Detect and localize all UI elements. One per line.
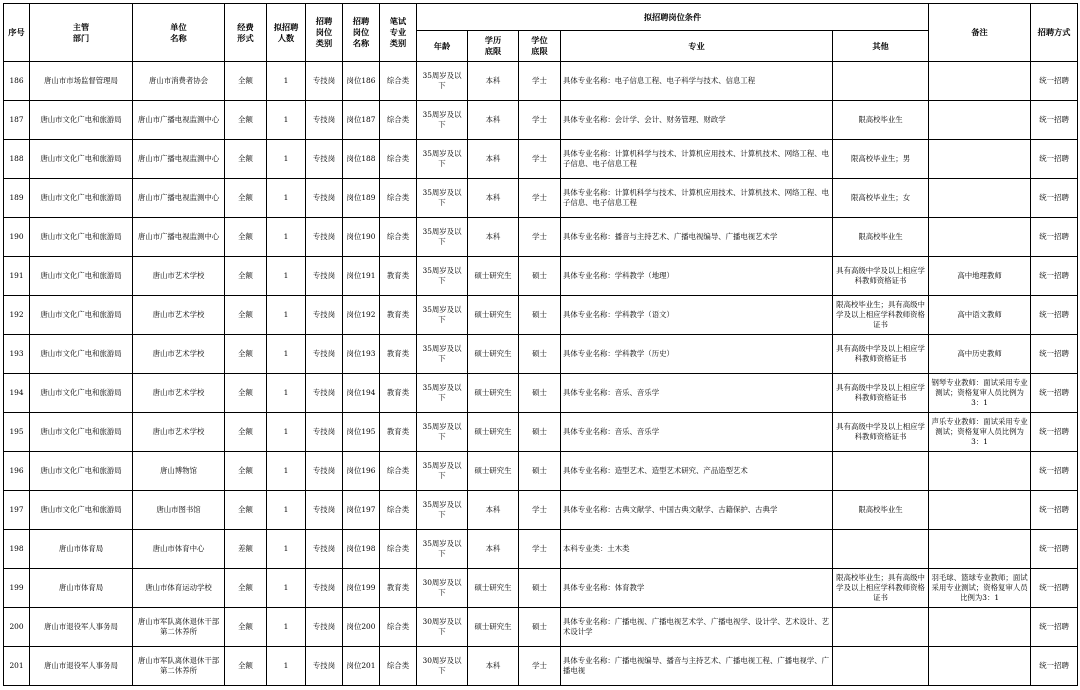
cell-degree: 硕士 [519, 413, 561, 452]
cell-method: 统一招聘 [1031, 101, 1078, 140]
cell-note [929, 647, 1031, 686]
cell-other [833, 452, 929, 491]
cell-degree: 硕士 [519, 608, 561, 647]
cell-unit: 唐山市广播电视监测中心 [133, 218, 225, 257]
cell-seq: 198 [4, 530, 30, 569]
cell-funding: 全额 [225, 257, 267, 296]
cell-edu: 本科 [468, 179, 519, 218]
header-count: 拟招聘 人数 [267, 4, 306, 62]
cell-unit: 唐山市艺术学校 [133, 257, 225, 296]
header-funding: 经费 形式 [225, 4, 267, 62]
cell-post-type: 专技岗 [306, 179, 343, 218]
cell-age: 35周岁及以下 [417, 101, 468, 140]
cell-method: 统一招聘 [1031, 257, 1078, 296]
cell-other: 限高校毕业生 [833, 218, 929, 257]
cell-funding: 全额 [225, 218, 267, 257]
cell-unit: 唐山市体育运动学校 [133, 569, 225, 608]
cell-dept: 唐山市文化广电和旅游局 [30, 218, 133, 257]
cell-other [833, 647, 929, 686]
cell-seq: 193 [4, 335, 30, 374]
cell-exam: 教育类 [380, 257, 417, 296]
cell-other: 具有高级中学及以上相应学科教师资格证书 [833, 335, 929, 374]
cell-post-name: 岗位198 [343, 530, 380, 569]
cell-degree: 学士 [519, 491, 561, 530]
cell-post-type: 专技岗 [306, 374, 343, 413]
cell-post-type: 专技岗 [306, 452, 343, 491]
cell-post-type: 专技岗 [306, 491, 343, 530]
cell-post-name: 岗位193 [343, 335, 380, 374]
cell-degree: 学士 [519, 101, 561, 140]
cell-age: 35周岁及以下 [417, 374, 468, 413]
cell-count: 1 [267, 218, 306, 257]
cell-other: 限高校毕业生 [833, 491, 929, 530]
cell-unit: 唐山市图书馆 [133, 491, 225, 530]
cell-dept: 唐山市文化广电和旅游局 [30, 296, 133, 335]
cell-post-name: 岗位187 [343, 101, 380, 140]
cell-post-name: 岗位186 [343, 62, 380, 101]
cell-exam: 综合类 [380, 647, 417, 686]
cell-age: 35周岁及以下 [417, 218, 468, 257]
table-row [4, 374, 1078, 413]
cell-edu: 硕士研究生 [468, 452, 519, 491]
cell-seq: 194 [4, 374, 30, 413]
cell-age: 35周岁及以下 [417, 452, 468, 491]
cell-post-type: 专技岗 [306, 608, 343, 647]
cell-funding: 全额 [225, 569, 267, 608]
cell-post-name: 岗位189 [343, 179, 380, 218]
cell-exam: 综合类 [380, 62, 417, 101]
header-unit: 单位 名称 [133, 4, 225, 62]
cell-other: 限高校毕业生；具有高级中学及以上相应学科教师资格证书 [833, 296, 929, 335]
cell-age: 35周岁及以下 [417, 62, 468, 101]
cell-post-type: 专技岗 [306, 335, 343, 374]
cell-unit: 唐山市军队离休退休干部第二休养所 [133, 647, 225, 686]
cell-major: 具体专业名称：体育教学 [561, 569, 833, 608]
cell-exam: 综合类 [380, 608, 417, 647]
cell-count: 1 [267, 62, 306, 101]
cell-seq: 196 [4, 452, 30, 491]
table-row [4, 296, 1078, 335]
cell-other: 限高校毕业生；男 [833, 140, 929, 179]
cell-major: 具体专业名称：播音与主持艺术、广播电视编导、广播电视艺术学 [561, 218, 833, 257]
table-row [4, 608, 1078, 647]
cell-unit: 唐山博物馆 [133, 452, 225, 491]
cell-note: 高中地理教师 [929, 257, 1031, 296]
cell-dept: 唐山市文化广电和旅游局 [30, 257, 133, 296]
cell-dept: 唐山市文化广电和旅游局 [30, 452, 133, 491]
cell-degree: 硕士 [519, 569, 561, 608]
cell-count: 1 [267, 647, 306, 686]
cell-edu: 本科 [468, 140, 519, 179]
cell-other: 限高校毕业生；具有高级中学及以上相应学科教师资格证书 [833, 569, 929, 608]
cell-degree: 硕士 [519, 296, 561, 335]
cell-other: 具有高级中学及以上相应学科教师资格证书 [833, 413, 929, 452]
cell-method: 统一招聘 [1031, 218, 1078, 257]
cell-post-type: 专技岗 [306, 218, 343, 257]
cell-exam: 教育类 [380, 413, 417, 452]
cell-dept: 唐山市文化广电和旅游局 [30, 140, 133, 179]
table-row [4, 335, 1078, 374]
cell-note [929, 452, 1031, 491]
table-row [4, 140, 1078, 179]
cell-degree: 学士 [519, 218, 561, 257]
cell-count: 1 [267, 335, 306, 374]
cell-other: 具有高级中学及以上相应学科教师资格证书 [833, 374, 929, 413]
cell-post-type: 专技岗 [306, 296, 343, 335]
header-post-name: 招聘 岗位 名称 [343, 4, 380, 62]
cell-edu: 硕士研究生 [468, 413, 519, 452]
cell-funding: 全额 [225, 335, 267, 374]
cell-count: 1 [267, 452, 306, 491]
cell-funding: 全额 [225, 62, 267, 101]
cell-age: 30周岁及以下 [417, 608, 468, 647]
cell-count: 1 [267, 101, 306, 140]
recruitment-table [3, 3, 1078, 686]
cell-seq: 190 [4, 218, 30, 257]
cell-age: 30周岁及以下 [417, 569, 468, 608]
cell-dept: 唐山市体育局 [30, 530, 133, 569]
cell-exam: 综合类 [380, 218, 417, 257]
cell-seq: 197 [4, 491, 30, 530]
cell-major: 具体专业名称：古典文献学、中国古典文献学、古籍保护、古典学 [561, 491, 833, 530]
cell-count: 1 [267, 140, 306, 179]
cell-dept: 唐山市退役军人事务局 [30, 608, 133, 647]
cell-unit: 唐山市广播电视监测中心 [133, 140, 225, 179]
cell-count: 1 [267, 491, 306, 530]
cell-funding: 全额 [225, 452, 267, 491]
cell-dept: 唐山市体育局 [30, 569, 133, 608]
cell-other [833, 62, 929, 101]
cell-age: 35周岁及以下 [417, 491, 468, 530]
cell-post-type: 专技岗 [306, 140, 343, 179]
cell-other: 具有高级中学及以上相应学科教师资格证书 [833, 257, 929, 296]
cell-funding: 全额 [225, 101, 267, 140]
cell-note: 高中历史教师 [929, 335, 1031, 374]
cell-note: 钢琴专业教师：面试采用专业测试；资格复审人员比例为3：1 [929, 374, 1031, 413]
cell-exam: 综合类 [380, 140, 417, 179]
cell-unit: 唐山市艺术学校 [133, 296, 225, 335]
cell-major: 具体专业名称：计算机科学与技术、计算机应用技术、计算机技术、网络工程、电子信息、电子信息工程 [561, 179, 833, 218]
cell-method: 统一招聘 [1031, 296, 1078, 335]
cell-note [929, 62, 1031, 101]
cell-post-type: 专技岗 [306, 62, 343, 101]
cell-dept: 唐山市文化广电和旅游局 [30, 491, 133, 530]
cell-method: 统一招聘 [1031, 179, 1078, 218]
cell-exam: 教育类 [380, 296, 417, 335]
table-row [4, 452, 1078, 491]
cell-exam: 综合类 [380, 491, 417, 530]
cell-unit: 唐山市军队离休退休干部第二休养所 [133, 608, 225, 647]
cell-degree: 硕士 [519, 452, 561, 491]
header-dept: 主管 部门 [30, 4, 133, 62]
cell-method: 统一招聘 [1031, 413, 1078, 452]
cell-funding: 全额 [225, 491, 267, 530]
cell-age: 35周岁及以下 [417, 179, 468, 218]
cell-degree: 学士 [519, 179, 561, 218]
header-method: 招聘方式 [1031, 4, 1078, 62]
cell-note: 高中语文教师 [929, 296, 1031, 335]
header-age: 年龄 [417, 31, 468, 62]
cell-note [929, 608, 1031, 647]
header-note: 备注 [929, 4, 1031, 62]
cell-method: 统一招聘 [1031, 608, 1078, 647]
table-row [4, 647, 1078, 686]
cell-age: 35周岁及以下 [417, 140, 468, 179]
cell-exam: 教育类 [380, 374, 417, 413]
cell-unit: 唐山市艺术学校 [133, 374, 225, 413]
cell-degree: 学士 [519, 647, 561, 686]
cell-major: 具体专业名称：学科教学（语文） [561, 296, 833, 335]
cell-unit: 唐山市艺术学校 [133, 335, 225, 374]
cell-major: 具体专业名称：计算机科学与技术、计算机应用技术、计算机技术、网络工程、电子信息、电子信息工程 [561, 140, 833, 179]
cell-edu: 本科 [468, 101, 519, 140]
table-row [4, 569, 1078, 608]
cell-unit: 唐山市艺术学校 [133, 413, 225, 452]
cell-degree: 学士 [519, 140, 561, 179]
cell-exam: 综合类 [380, 179, 417, 218]
cell-edu: 硕士研究生 [468, 608, 519, 647]
table-row [4, 530, 1078, 569]
cell-seq: 201 [4, 647, 30, 686]
cell-edu: 本科 [468, 530, 519, 569]
cell-seq: 195 [4, 413, 30, 452]
table-row [4, 179, 1078, 218]
cell-count: 1 [267, 569, 306, 608]
table-header [4, 4, 1078, 62]
cell-major: 具体专业名称：学科教学（地理） [561, 257, 833, 296]
cell-edu: 硕士研究生 [468, 335, 519, 374]
cell-count: 1 [267, 179, 306, 218]
cell-degree: 学士 [519, 530, 561, 569]
cell-major: 具体专业名称：广播电视编导、播音与主持艺术、广播电视工程、广播电视学、广播电视 [561, 647, 833, 686]
cell-post-type: 专技岗 [306, 530, 343, 569]
header-post-type: 招聘 岗位 类别 [306, 4, 343, 62]
cell-degree: 学士 [519, 62, 561, 101]
cell-post-name: 岗位199 [343, 569, 380, 608]
cell-method: 统一招聘 [1031, 491, 1078, 530]
cell-major: 具体专业名称：电子信息工程、电子科学与技术、信息工程 [561, 62, 833, 101]
cell-funding: 全额 [225, 647, 267, 686]
cell-seq: 188 [4, 140, 30, 179]
cell-degree: 硕士 [519, 335, 561, 374]
table-row [4, 257, 1078, 296]
cell-other: 限高校毕业生；女 [833, 179, 929, 218]
cell-note [929, 179, 1031, 218]
cell-method: 统一招聘 [1031, 140, 1078, 179]
cell-method: 统一招聘 [1031, 452, 1078, 491]
table-row [4, 218, 1078, 257]
cell-count: 1 [267, 530, 306, 569]
cell-count: 1 [267, 413, 306, 452]
cell-dept: 唐山市文化广电和旅游局 [30, 101, 133, 140]
cell-other [833, 608, 929, 647]
cell-method: 统一招聘 [1031, 530, 1078, 569]
cell-post-name: 岗位195 [343, 413, 380, 452]
cell-exam: 综合类 [380, 452, 417, 491]
cell-degree: 硕士 [519, 257, 561, 296]
header-major: 专业 [561, 31, 833, 62]
cell-post-type: 专技岗 [306, 101, 343, 140]
cell-other [833, 530, 929, 569]
cell-seq: 200 [4, 608, 30, 647]
cell-post-name: 岗位190 [343, 218, 380, 257]
cell-funding: 全额 [225, 374, 267, 413]
cell-post-type: 专技岗 [306, 413, 343, 452]
cell-method: 统一招聘 [1031, 62, 1078, 101]
cell-exam: 教育类 [380, 335, 417, 374]
cell-funding: 全额 [225, 179, 267, 218]
cell-unit: 唐山市广播电视监测中心 [133, 179, 225, 218]
table-body [4, 62, 1078, 686]
cell-funding: 全额 [225, 296, 267, 335]
cell-post-type: 专技岗 [306, 257, 343, 296]
cell-edu: 硕士研究生 [468, 257, 519, 296]
cell-seq: 189 [4, 179, 30, 218]
cell-degree: 硕士 [519, 374, 561, 413]
cell-unit: 唐山市广播电视监测中心 [133, 101, 225, 140]
cell-dept: 唐山市市场监督管理局 [30, 62, 133, 101]
cell-post-name: 岗位201 [343, 647, 380, 686]
cell-count: 1 [267, 257, 306, 296]
cell-dept: 唐山市退役军人事务局 [30, 647, 133, 686]
cell-edu: 本科 [468, 218, 519, 257]
cell-exam: 综合类 [380, 101, 417, 140]
cell-exam: 综合类 [380, 530, 417, 569]
cell-major: 具体专业名称：广播电视、广播电视艺术学、广播电视学、设计学、艺术设计、艺术设计学 [561, 608, 833, 647]
cell-post-name: 岗位197 [343, 491, 380, 530]
recruitment-table-wrapper [3, 3, 1078, 686]
cell-seq: 191 [4, 257, 30, 296]
header-degree: 学位 底限 [519, 31, 561, 62]
cell-post-type: 专技岗 [306, 647, 343, 686]
header-exam: 笔试 专业 类别 [380, 4, 417, 62]
cell-major: 具体专业名称：会计学、会计、财务管理、财政学 [561, 101, 833, 140]
cell-major: 本科专业类：土木类 [561, 530, 833, 569]
cell-unit: 唐山市消费者协会 [133, 62, 225, 101]
cell-funding: 全额 [225, 413, 267, 452]
cell-funding: 全额 [225, 140, 267, 179]
cell-dept: 唐山市文化广电和旅游局 [30, 179, 133, 218]
cell-count: 1 [267, 374, 306, 413]
cell-post-type: 专技岗 [306, 569, 343, 608]
cell-note [929, 491, 1031, 530]
cell-seq: 192 [4, 296, 30, 335]
cell-unit: 唐山市体育中心 [133, 530, 225, 569]
cell-count: 1 [267, 296, 306, 335]
table-row [4, 413, 1078, 452]
cell-major: 具体专业名称：音乐、音乐学 [561, 413, 833, 452]
cell-method: 统一招聘 [1031, 569, 1078, 608]
cell-post-name: 岗位188 [343, 140, 380, 179]
cell-edu: 硕士研究生 [468, 374, 519, 413]
cell-post-name: 岗位192 [343, 296, 380, 335]
cell-major: 具体专业名称：造型艺术、造型艺术研究、产品造型艺术 [561, 452, 833, 491]
cell-age: 35周岁及以下 [417, 296, 468, 335]
cell-dept: 唐山市文化广电和旅游局 [30, 335, 133, 374]
cell-exam: 教育类 [380, 569, 417, 608]
cell-post-name: 岗位200 [343, 608, 380, 647]
header-seq: 序号 [4, 4, 30, 62]
cell-age: 35周岁及以下 [417, 335, 468, 374]
table-row [4, 101, 1078, 140]
cell-age: 35周岁及以下 [417, 257, 468, 296]
cell-method: 统一招聘 [1031, 647, 1078, 686]
cell-method: 统一招聘 [1031, 335, 1078, 374]
cell-major: 具体专业名称：音乐、音乐学 [561, 374, 833, 413]
cell-other: 限高校毕业生 [833, 101, 929, 140]
cell-post-name: 岗位194 [343, 374, 380, 413]
cell-edu: 硕士研究生 [468, 569, 519, 608]
header-conditions: 拟招聘岗位条件 [417, 4, 929, 31]
cell-funding: 差额 [225, 530, 267, 569]
cell-note [929, 530, 1031, 569]
cell-funding: 全额 [225, 608, 267, 647]
header-edu: 学历 底限 [468, 31, 519, 62]
cell-note [929, 101, 1031, 140]
header-other: 其他 [833, 31, 929, 62]
cell-age: 30周岁及以下 [417, 647, 468, 686]
cell-edu: 本科 [468, 491, 519, 530]
cell-note: 声乐专业教师：面试采用专业测试；资格复审人员比例为3：1 [929, 413, 1031, 452]
cell-seq: 187 [4, 101, 30, 140]
cell-post-name: 岗位191 [343, 257, 380, 296]
cell-method: 统一招聘 [1031, 374, 1078, 413]
cell-edu: 硕士研究生 [468, 296, 519, 335]
cell-post-name: 岗位196 [343, 452, 380, 491]
cell-seq: 199 [4, 569, 30, 608]
cell-seq: 186 [4, 62, 30, 101]
cell-edu: 本科 [468, 62, 519, 101]
table-row [4, 62, 1078, 101]
cell-count: 1 [267, 608, 306, 647]
cell-age: 35周岁及以下 [417, 413, 468, 452]
cell-dept: 唐山市文化广电和旅游局 [30, 413, 133, 452]
cell-note [929, 140, 1031, 179]
cell-edu: 本科 [468, 647, 519, 686]
cell-age: 35周岁及以下 [417, 530, 468, 569]
cell-major: 具体专业名称：学科教学（历史） [561, 335, 833, 374]
cell-note [929, 218, 1031, 257]
cell-dept: 唐山市文化广电和旅游局 [30, 374, 133, 413]
table-row [4, 491, 1078, 530]
cell-note: 羽毛球、篮球专业教师；面试采用专业测试；资格复审人员比例为3：1 [929, 569, 1031, 608]
